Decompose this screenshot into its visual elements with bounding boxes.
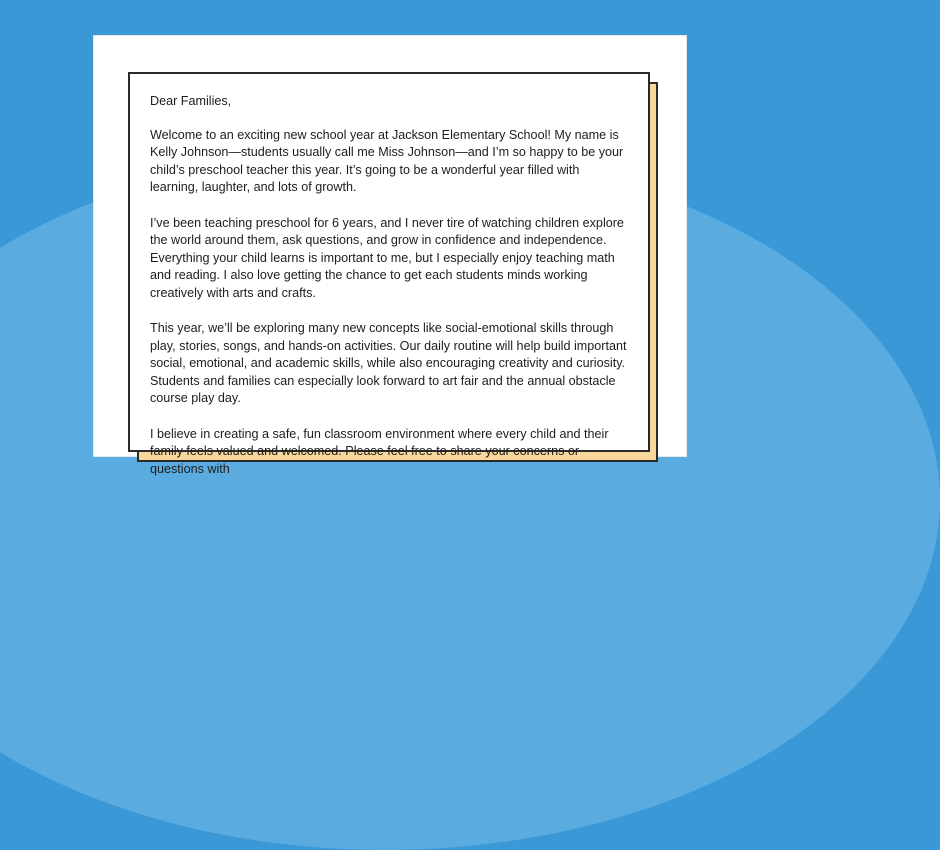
letter-paragraph-environment: I believe in creating a safe, fun classroom environment where every child and their family feels valued and welcomed. Please feel free to share your concerns or questions with bbox=[150, 426, 609, 476]
letter-document bbox=[128, 72, 650, 476]
letter-paragraph-welcome: Welcome to an exciting new school year at Jackson Elementary School! My name is Kelly Johnson—students usually call me Miss Johnson—and I’m so happy to be your child’s preschool teacher this year. It’s going to be a wonderful year filled with learning, laughter, and lots of growth. bbox=[150, 127, 624, 194]
letter-paragraph-curriculum: This year, we’ll be exploring many new concepts like social-emotional skills through play, stories, songs, and hands-on activities. Our daily routine will help build important social, emotional, and academic skills, while also encouraging creativity and curiosity. Students and families can especially look forward to art fair and the annual obstacle course play day. bbox=[150, 321, 627, 405]
letter-salutation: Dear Families, bbox=[150, 94, 232, 108]
letter-paragraph-experience: I’ve been teaching preschool for 6 years, and I never tire of watching children explore the world around them, ask questions, and grow in confidence and independence. Everything your child learns is important to me, but I especially enjoy teaching math and reading. I also love getting the chance to get each students minds working creatively with arts and crafts. bbox=[150, 215, 624, 300]
